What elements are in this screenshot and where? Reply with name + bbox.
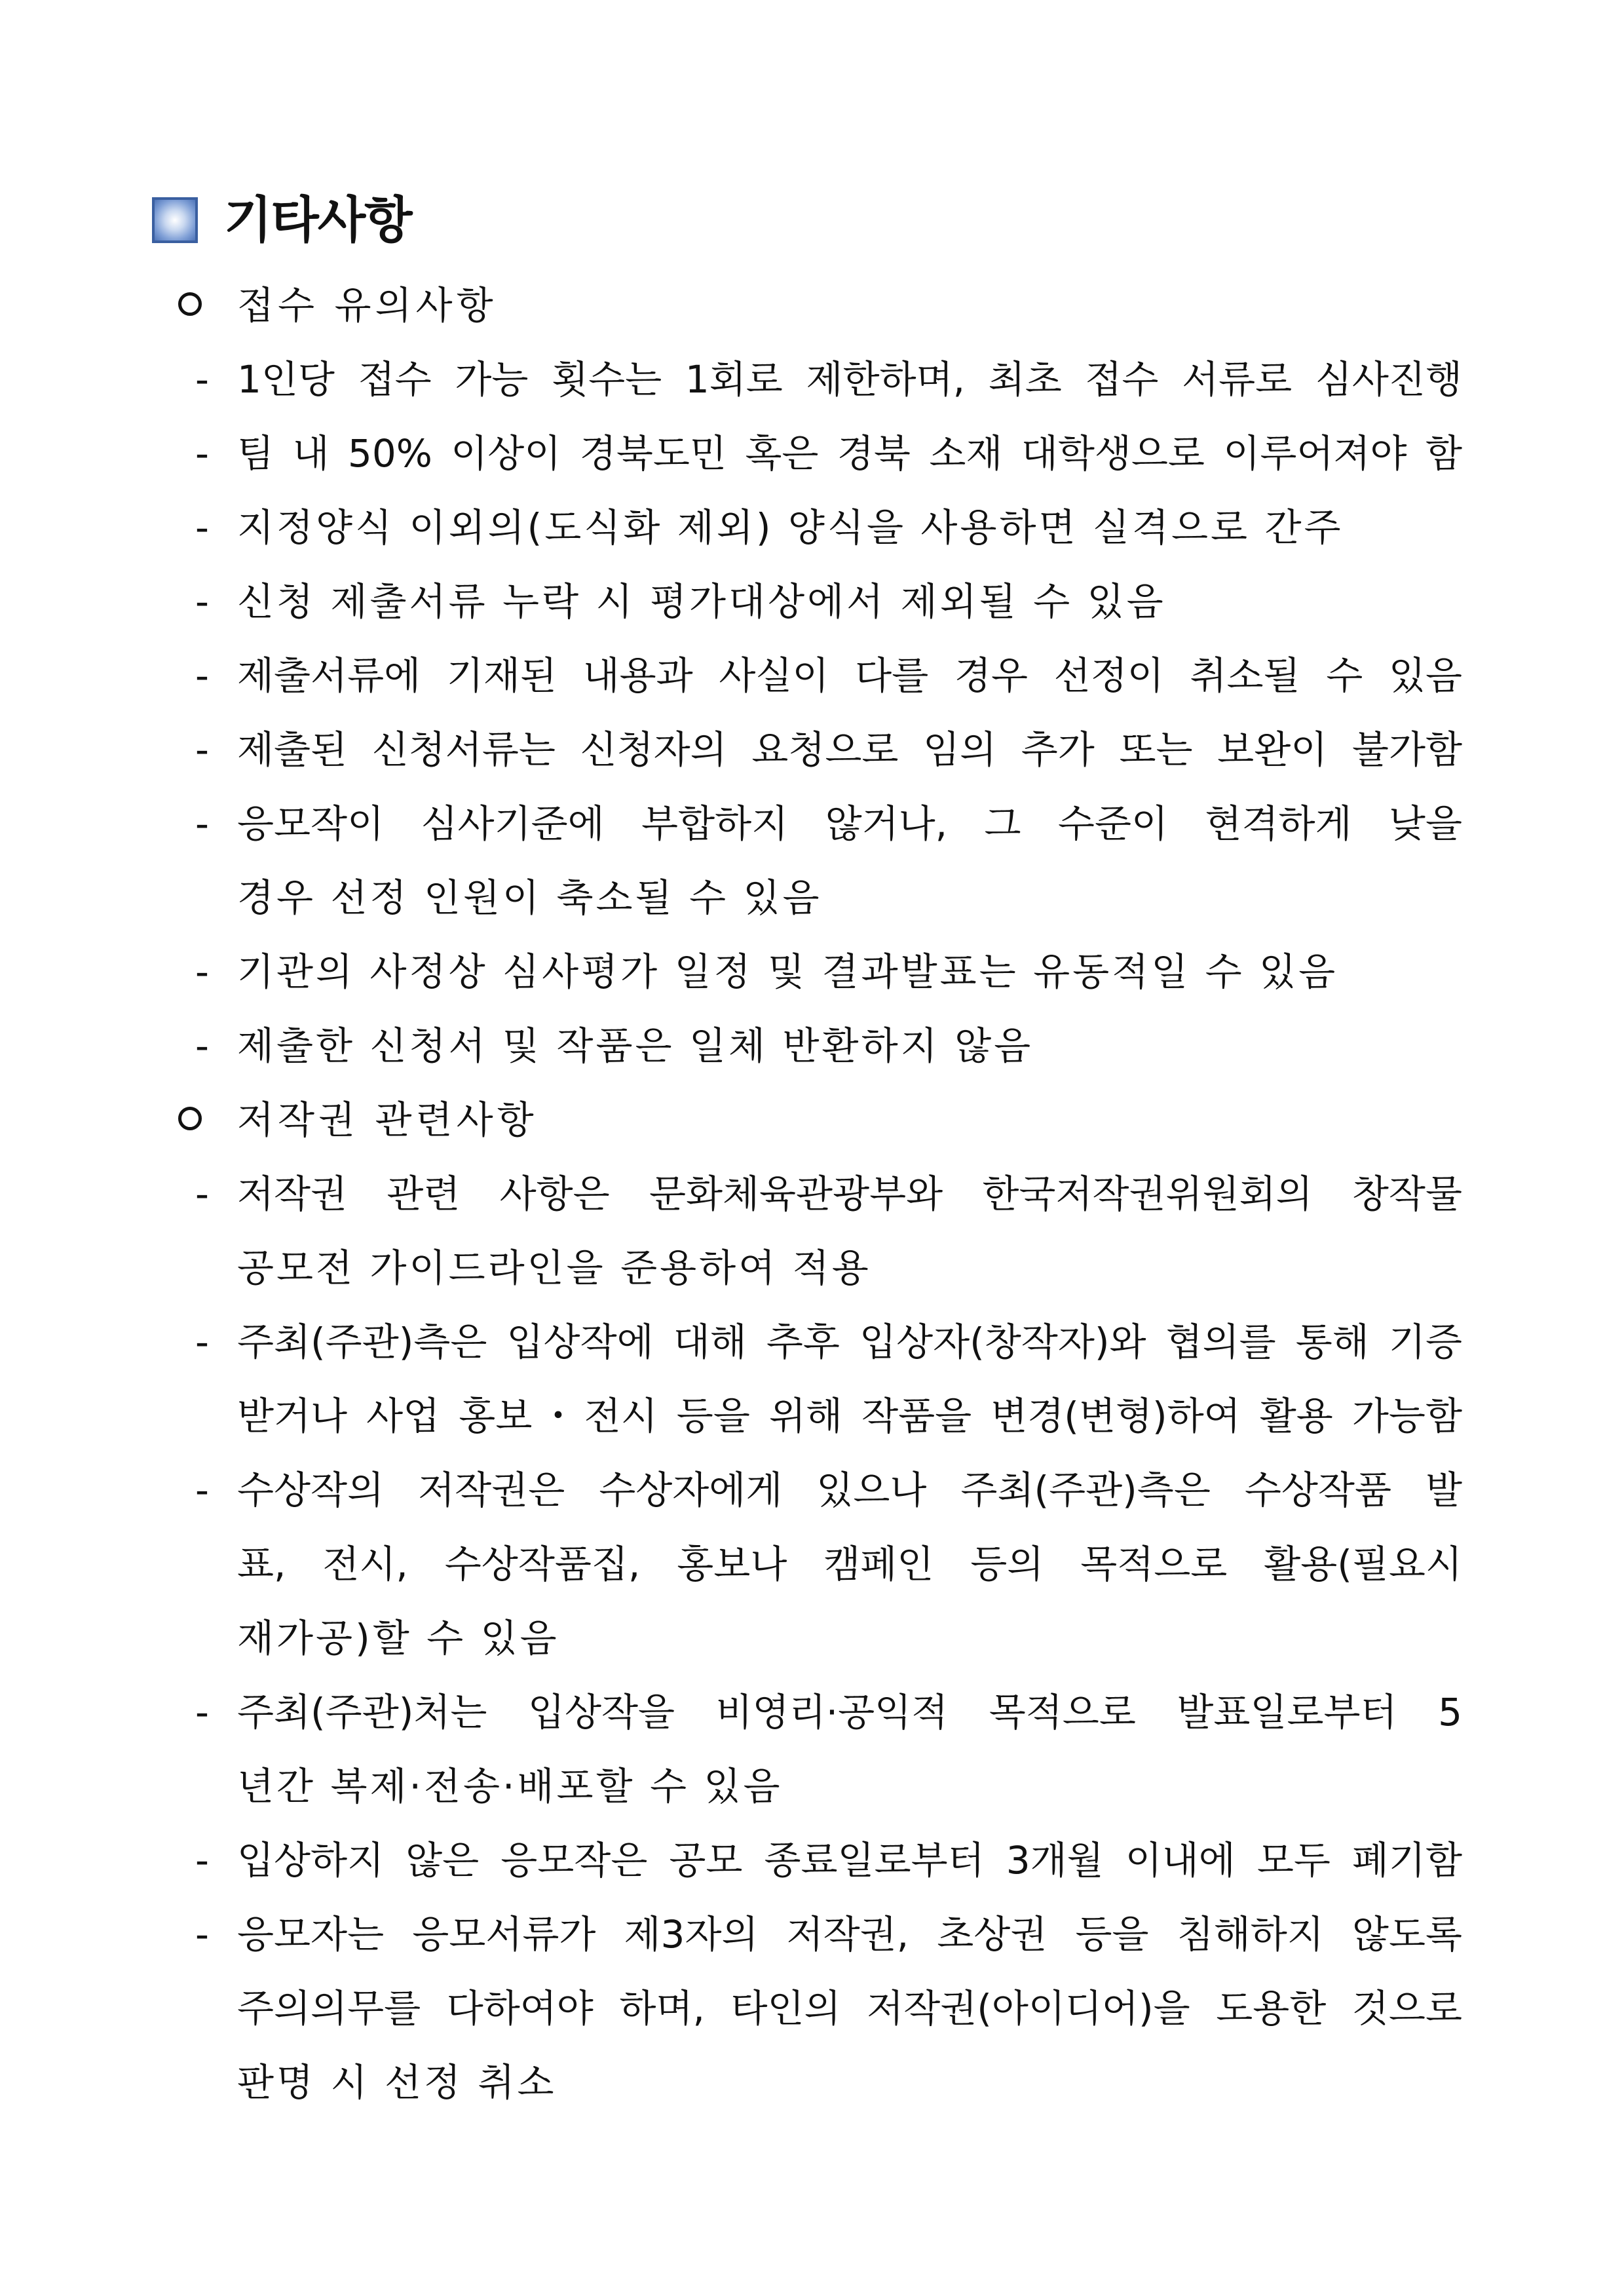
square-bullet-icon <box>152 197 198 243</box>
list-item-continuation: 년간 복제·전송·배포할 수 있음 <box>237 1764 783 1808</box>
list-item: - 수상작의 저작권은 수상자에게 있으나 주최(주관)측은 수상작품 발 <box>0 1453 1624 1527</box>
list-item: - 신청 제출서류 누락 시 평가대상에서 제외될 수 있음 <box>0 565 1624 639</box>
list-item-continuation: 재가공)할 수 있음 <box>237 1616 559 1660</box>
dash-bullet: - <box>195 1690 209 1734</box>
dash-bullet: - <box>195 1838 209 1883</box>
list-item: - 응모자는 응모서류가 제3자의 저작권, 초상권 등을 침해하지 않도록 <box>0 1898 1624 1972</box>
list-item: - 기관의 사정상 심사평가 일정 및 결과발표는 유동적일 수 있음 <box>0 935 1624 1009</box>
dash-bullet: - <box>195 579 209 624</box>
list-item: - 제출된 신청서류는 신청자의 요청으로 임의 추가 또는 보완이 불가함 <box>0 713 1624 787</box>
list-item-continuation: 판명 시 선정 취소 <box>237 2060 557 2105</box>
dash-bullet: - <box>195 653 209 698</box>
page-title: 기타사항 <box>224 191 411 249</box>
section-heading: 접수 유의사항 <box>0 269 1624 343</box>
circle-bullet-icon <box>178 292 202 316</box>
list-item-continuation: 표, 전시, 수상작품집, 홍보나 캠페인 등의 목적으로 활용(필요시 <box>237 1542 1462 1586</box>
dash-bullet: - <box>195 431 209 476</box>
dash-bullet: - <box>195 357 209 402</box>
dash-bullet: - <box>195 1024 209 1068</box>
list-item: - 1인당 접수 가능 횟수는 1회로 제한하며, 최초 접수 서류로 심사진행 <box>0 343 1624 417</box>
list-item: - 제출서류에 기재된 내용과 사실이 다를 경우 선정이 취소될 수 있음 <box>0 639 1624 713</box>
dash-bullet: - <box>195 727 209 772</box>
dash-bullet: - <box>195 1320 209 1364</box>
dash-bullet: - <box>195 505 209 550</box>
section-heading: 저작권 관련사항 <box>0 1083 1624 1157</box>
list-item: - 제출한 신청서 및 작품은 일체 반환하지 않음 <box>0 1009 1624 1083</box>
section-submission-notes <box>0 269 1624 2120</box>
dash-bullet: - <box>195 1912 209 1957</box>
list-item: - 주최(주관)측은 입상작에 대해 추후 입상자(창작자)와 협의를 통해 기증 <box>0 1305 1624 1379</box>
list-item-continuation: 주의의무를 다하여야 하며, 타인의 저작권(아이디어)을 도용한 것으로 <box>237 1986 1462 2031</box>
list-item: - 저작권 관련 사항은 문화체육관광부와 한국저작권위원회의 창작물 <box>0 1157 1624 1231</box>
dash-bullet: - <box>195 1172 209 1216</box>
list-item: - 주최(주관)처는 입상작을 비영리·공익적 목적으로 발표일로부터 5 <box>0 1675 1624 1750</box>
list-item: - 지정양식 이외의(도식화 제외) 양식을 사용하면 실격으로 간주 <box>0 491 1624 565</box>
circle-bullet-icon <box>178 1107 202 1130</box>
list-item-continuation: 받거나 사업 홍보・전시 등을 위해 작품을 변경(변형)하여 활용 가능함 <box>237 1394 1462 1438</box>
list-item: - 응모작이 심사기준에 부합하지 않거나, 그 수준이 현격하게 낮을 <box>0 787 1624 861</box>
list-item-continuation: 공모전 가이드라인을 준용하여 적용 <box>237 1246 871 1290</box>
section-title <box>152 187 411 253</box>
dash-bullet: - <box>195 949 209 994</box>
list-item: - 입상하지 않은 응모작은 공모 종료일로부터 3개월 이내에 모두 폐기함 <box>0 1824 1624 1898</box>
list-item: - 팀 내 50% 이상이 경북도민 혹은 경북 소재 대학생으로 이루어져야 함 <box>0 417 1624 491</box>
list-item-continuation: 경우 선정 인원이 축소될 수 있음 <box>237 875 822 920</box>
dash-bullet: - <box>195 1468 209 1512</box>
dash-bullet: - <box>195 801 209 846</box>
